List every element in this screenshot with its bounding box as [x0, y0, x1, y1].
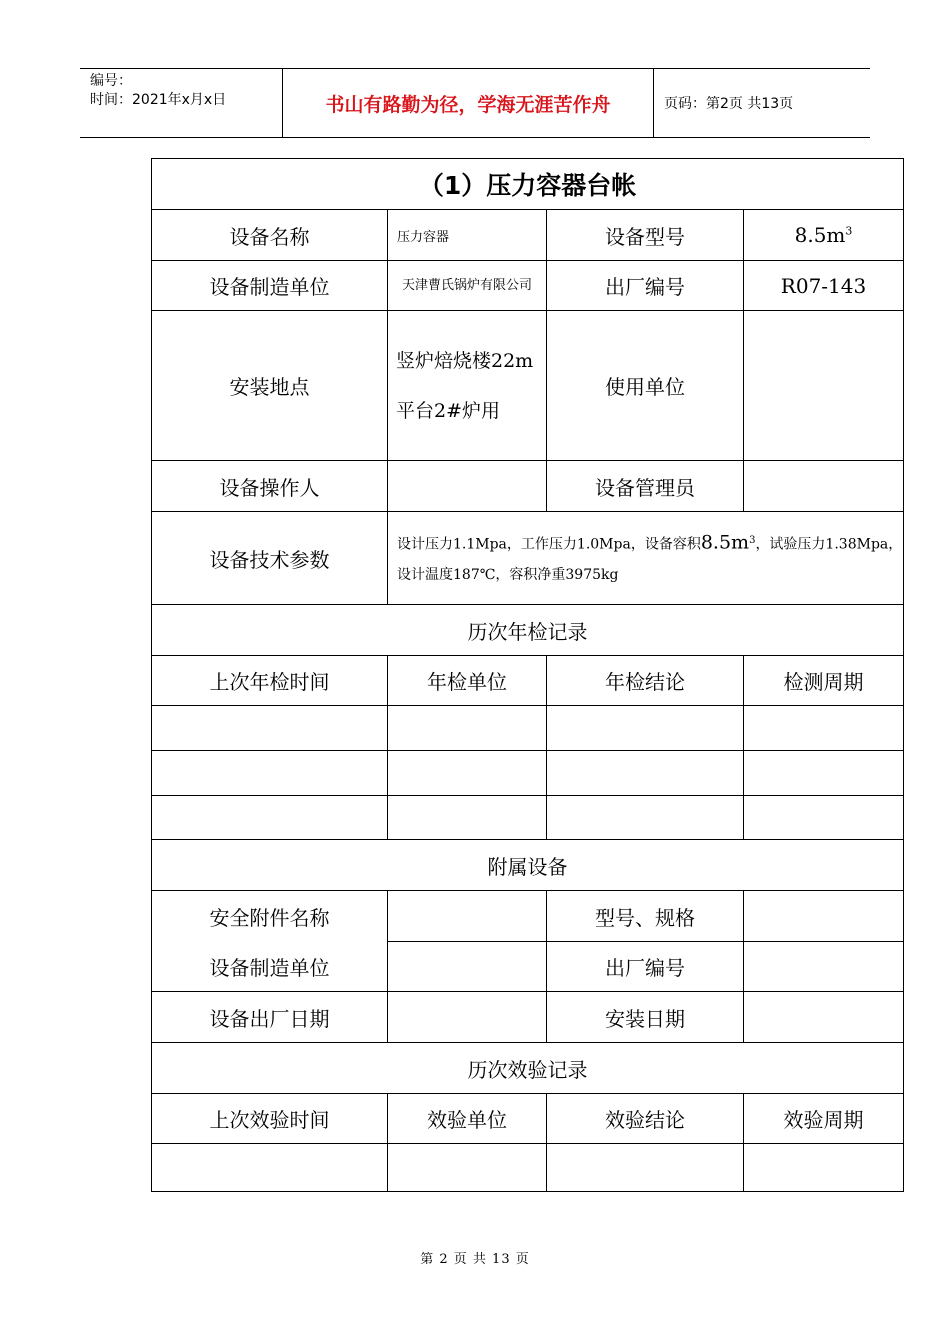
table-row — [152, 751, 904, 796]
annual-cell — [152, 706, 388, 751]
table-title-row — [152, 159, 904, 210]
table-row — [152, 992, 904, 1043]
annual-cell — [547, 796, 744, 840]
calib-cell — [388, 1144, 547, 1192]
annual-cell — [152, 751, 388, 796]
manufacturer-value: 天津曹氏锅炉有限公司 — [388, 261, 547, 311]
model-value-superscript: 3 — [845, 224, 853, 238]
page-header — [80, 68, 870, 138]
annual-cell — [744, 706, 904, 751]
annual-cell — [152, 796, 388, 840]
calib-header-cycle: 效验周期 — [744, 1094, 904, 1144]
table-row — [152, 261, 904, 311]
tech-params-volume-superscript: 3 — [749, 535, 756, 547]
accessory-serial-label: 出厂编号 — [547, 942, 744, 992]
install-location-label: 安装地点 — [152, 311, 388, 461]
table-row — [152, 706, 904, 751]
user-unit-label: 使用单位 — [547, 311, 744, 461]
section-row — [152, 1043, 904, 1094]
accessory-spec-label: 型号、规格 — [547, 891, 744, 942]
tech-params-value — [388, 512, 904, 605]
annual-cell — [547, 751, 744, 796]
annual-cell — [388, 751, 547, 796]
table-row — [152, 461, 904, 512]
annual-cell — [744, 751, 904, 796]
install-date-label: 安装日期 — [547, 992, 744, 1043]
accessory-spec-value — [744, 891, 904, 942]
user-unit-value — [744, 311, 904, 461]
equipment-admin-label: 设备管理员 — [547, 461, 744, 512]
table-row — [152, 311, 904, 461]
tech-params-volume: 8.5m — [700, 531, 750, 554]
calib-header-unit: 效验单位 — [388, 1094, 547, 1144]
section-row — [152, 605, 904, 656]
tech-params-label: 设备技术参数 — [152, 512, 388, 605]
calibration-section-title: 历次效验记录 — [152, 1043, 904, 1094]
annual-header-cycle: 检测周期 — [744, 656, 904, 706]
header-page-number: 页码：第2页 共13页 — [664, 96, 794, 112]
equipment-name-value: 压力容器 — [388, 210, 547, 261]
factory-date-value — [388, 992, 547, 1043]
calib-header-conclusion: 效验结论 — [547, 1094, 744, 1144]
doc-time-label: 时间：2021年x月x日 — [90, 92, 227, 108]
equipment-name-label: 设备名称 — [152, 210, 388, 261]
accessory-manufacturer-value — [388, 942, 547, 992]
operator-label: 设备操作人 — [152, 461, 388, 512]
page-footer: 第 2 页 共 13 页 — [420, 1252, 530, 1267]
operator-value — [388, 461, 547, 512]
serial-number-value: R07-143 — [744, 261, 904, 311]
table-row — [152, 796, 904, 840]
table-title: （1）压力容器台帐 — [152, 159, 904, 210]
annual-cell — [547, 706, 744, 751]
manufacturer-label: 设备制造单位 — [152, 261, 388, 311]
calibration-header-row — [152, 1094, 904, 1144]
equipment-model-value — [744, 210, 904, 261]
annual-header-conclusion: 年检结论 — [547, 656, 744, 706]
annual-cell — [388, 796, 547, 840]
tech-params-text-b: ，试验压力1.38Mpa，设计温度187℃，容积净重3975kg — [397, 536, 903, 583]
calib-header-last-date: 上次效验时间 — [152, 1094, 388, 1144]
annual-inspection-section-title: 历次年检记录 — [152, 605, 904, 656]
equipment-model-label: 设备型号 — [547, 210, 744, 261]
doc-number-label: 编号： — [90, 73, 132, 89]
safety-accessory-name-label: 安全附件名称 — [152, 891, 388, 942]
table-row — [152, 1144, 904, 1192]
annual-cell — [388, 706, 547, 751]
table-row — [152, 942, 904, 992]
calib-cell — [547, 1144, 744, 1192]
factory-date-label: 设备出厂日期 — [152, 992, 388, 1043]
section-row — [152, 840, 904, 891]
table-row — [152, 891, 904, 942]
annual-header-last-date: 上次年检时间 — [152, 656, 388, 706]
accessory-manufacturer-label: 设备制造单位 — [152, 942, 388, 992]
install-date-value — [744, 992, 904, 1043]
annual-header-row — [152, 656, 904, 706]
annual-cell — [744, 796, 904, 840]
serial-number-label: 出厂编号 — [547, 261, 744, 311]
header-motto: 书山有路勤为径，学海无涯苦作舟 — [282, 69, 654, 137]
calib-cell — [744, 1144, 904, 1192]
table-row — [152, 210, 904, 261]
calib-cell — [152, 1144, 388, 1192]
annual-header-unit: 年检单位 — [388, 656, 547, 706]
install-location-value: 竖炉焙烧楼22m平台2#炉用 — [388, 311, 547, 461]
tech-params-text-a: 设计压力1.1Mpa，工作压力1.0Mpa，设备容积 — [397, 536, 701, 553]
header-meta — [80, 69, 282, 137]
safety-accessory-name-value — [388, 891, 547, 942]
table-row — [152, 512, 904, 605]
model-value-text: 8.5m — [794, 223, 846, 247]
accessory-serial-value — [744, 942, 904, 992]
accessory-section-title: 附属设备 — [152, 840, 904, 891]
pressure-vessel-ledger-table — [151, 158, 904, 1192]
equipment-admin-value — [744, 461, 904, 512]
